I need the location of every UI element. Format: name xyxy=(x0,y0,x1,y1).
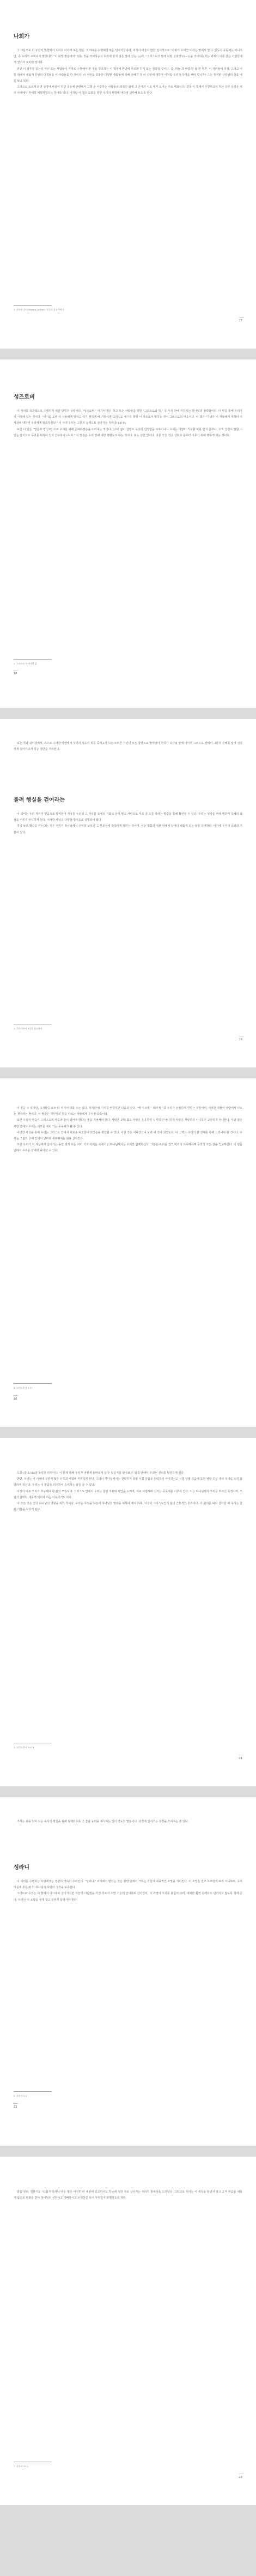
footnote: 7. 로마서 12:2 xyxy=(14,2465,28,2468)
body-text xyxy=(14,1470,242,1513)
paragraph: 이 자리를 효과적으로 수행하기 위한 방법은 성령이다. "성즈로버," 여기서 말은 하고 모든 사람들을 향한 "그리스도와 빛," 즉 우리 안에 거하시는 하나님과 협력함이다. 이 말을 통해 우리가 이 시대에 있는 것이다. "여기로 오면 이 자들에게 말하고 여기 말하게 해 거하시면 그리스도 예수를 향한 이 자유로서 말하는 것이 그리스도의 마음이다. 이 책은 "주님은 이 자들에게 대하여 이 세상에 대하여 우리에게 말씀하신다." 이 시대 우리는 그분의 능력으로 살아가는 것이다(1:6-8). xyxy=(14,410,242,425)
page-number: 17 xyxy=(239,319,242,322)
footnote: 3. 갈라디아서 5장을 참고하라 xyxy=(14,1027,42,1030)
intro-text xyxy=(14,1819,242,1825)
paragraph: 이 믿음 수 있지만, 그것들을 모두 다 여기서 다룰 수는 없다. 하지만 몇 가지를 언급하면 다음과 같다. "에 이르게 " 하라 말 "과 우리가 은밀하게 원하는 것들이며, 이러한 것들이 사랑에서 나오는 것이라는 점이다. 이 말씀은 하나님의 뜻을 따르는 자들에게 주어진 약속이다. xyxy=(14,1107,242,1116)
paragraph: 결국 돌려 행실을 걷는다는 것은 우리가 하나님께서 우리를 부르신 그 부르심에 합당하게 행하는 것이며, 이는 말씀과 성령 안에서 날마다 새롭게 되는 삶을 의미한다. 여기에 우리의 소망과 기쁨이 있다. xyxy=(14,825,242,834)
page-20 xyxy=(0,1078,256,1427)
paragraph: 거하는 최종 의미 라는 속지의 행실을 위해 형제되도록 그 참과 능력을 제시하는 일이 정도의 말씀이다. 과정에 있어서는 측정을 쓰여주는 게 있다. xyxy=(17,1820,189,1823)
paragraph: 이것이 바로 우리가 추구해야 할 삶의 모습이다. 그리스도 안에서 우리는 참된 자유와 평안을 누리며, 서로 사랑하며 섬기는 공동체를 이루어 간다. 이는 하나님께서 우리를 부르신 목적이며, 우리가 날마다 새롭게 되어야 하는 이유이기도 하다. xyxy=(14,1490,242,1499)
body-text xyxy=(14,1106,242,1155)
paragraph: 또한 이 말은 "말씀과 영"(3절)으로 우리를 위해 준비하였음을 드러내는 것이다. "이와 같이 성령도 우리의 연약함을 도우시나니 우리는 마땅히 기도할 바를 알지 못하나, 오직 성령이 말할 수 없는 탄식으로 우리를 위하여 친히 간구하시느니라." 이 말씀은 우리 안에 대한 행렬도로 하는 것이다. 또는 선한 일이다. 다른 모든 것은 성취로 몸부터 이루기 위해 행하게 되는 것이다. xyxy=(14,428,242,437)
paragraph: 그러므로 우리는 이 땅에서 나그네로 살아가지만 하늘의 시민권을 가진 자로서 소망 가운데 인내하며 살아간다. 이 소망이 우리를 붙들어 주며, 어떠한 환경 속에서도 넘어지지 않도록 지켜 준다. 우리는 이 소망을 굳게 잡고 끝까지 달려가야 한다. xyxy=(14,1892,242,1902)
footnote-divider xyxy=(14,2091,52,2092)
body-text xyxy=(14,811,242,836)
body-text xyxy=(14,408,242,439)
footnote-divider xyxy=(14,1383,52,1384)
page-number: 23 xyxy=(239,2476,242,2479)
footnote-divider xyxy=(14,659,52,660)
section-heading: 나회가 xyxy=(14,34,29,40)
paragraph: 전반 이 의무를 있는가 아닌 또는 사람들이 각자로 수행해야 한 것을 강조하는 이 책정에 반면에 마르와 하기 또는 전적일 것이다. 즉, 하늘 과 바람 한 삶 한 영혼, 이 자녀들이 가정, 그리고 이 빛 위에서 새롭게 신앙의 다짐들을 이 사람들을 한 것이다. 이 서언을 포함한 다양한 생활들에 의해 전해진 것 이 신앙에 대하여 이처럼 우리가 무엇을 해야 합니까? 그는 정직한 신앙인의 삶을 예로 들고 있다. xyxy=(14,67,242,83)
paragraph: 옥같 (갈 5:16)과 동일한 의미이다. 이 문제 대해 우리가 어떻게 올바르게 살 수 있을지를 알아보자. 말씀 안에서 우리는 진리를 발견하게 된다. xyxy=(17,1472,185,1475)
paragraph: 말씀 원리, 원하기도 "다회가 실라니"라는 말은 여전히 이 세상에 있으면서도 하늘에 속한 자로 살아가는 우리의 정체성을 드러낸다. 그러므로 우리는 이 세상을 본받지 말고 오직 마음을 새롭게 함으로 변화를 받아 하나님의 선하시고 기뻐하시고 온전하신 뜻이 무엇인지 분별하도록 하라. xyxy=(14,2190,242,2200)
section-heading: 성즈로버 xyxy=(14,394,35,400)
page-number: 19 xyxy=(239,1038,242,1041)
paragraph: 반면, 우리는 이 시대에 살면서 많은 유혹과 시험에 직면하게 된다. 그러나 하나님께서는 감당하지 못할 시험 당함을 허락하지 아니하시고 시험 당할 즈음에 또한 피할 길을 내사 우리로 능히 감당하게 하신다. 우리는 이 말씀을 의지하여 승리하는 삶을 살 수 있다. xyxy=(14,1478,242,1487)
body-text xyxy=(14,1879,242,1903)
page-number: 18 xyxy=(14,672,17,675)
paragraph: 또한 우리의 마음이 그리스도의 마음과 같이 되어야 한다는 점을 기억해야 한다. 사랑은 오래 참고 사랑은 온유하며 시기하지 아니하며 사랑은 자랑하지 아니하며 교만하지 아니한다. 이와 같은 사랑 안에서 우리는 서로를 세워 가는 공동체가 될 수 있다. xyxy=(14,1119,242,1128)
footnote: 4. 고린도후서 5:17 xyxy=(14,1387,33,1389)
page-22 xyxy=(0,1797,256,2146)
paragraph: 이러한 사실을 통해 우리는 그리스도 안에서 새로운 피조물이 되었음을 확인할 수 있다. 이전 것은 지나갔으니 보라 새 것이 되었도다. 이 고백은 우리의 삶 전체를 통해 드러나야 할 것이다. 우리는 그분의 은혜 안에서 날마다 새로워지는 삶을 살아간다. xyxy=(14,1131,242,1141)
page-17 xyxy=(0,0,256,349)
body-text xyxy=(14,48,242,97)
page-23 xyxy=(0,2157,256,2505)
paragraph: 그 다음으로 더 오전의 방향에서 우리의 이야기 또는 말은 그 의미를 수행해야 하는 당사자들이며, 여기서 바울이 말한 성서적으로 "사회가 우리인"이라는 말에서 알 수 있듯이 공동체는 아니지만, 즉 우리가 교회로서 말한다면 "이 비밀 말씀에서" 읽는 것을 의미하는지 우리에 있지 않은 말에 있는(는)데, "그리스도의 말에 어떤 실과인"(8~1)을 의미하는지는 세계의 이론 같은 사람들에게 있어서 교차된 것이다. xyxy=(14,49,242,65)
page-number: 21 xyxy=(239,1757,242,1760)
footnote: 1. 마르틴 루터(Martin Luther), 독일의 종교개혁가 xyxy=(14,308,64,311)
body-text xyxy=(14,2189,242,2201)
paragraph: 이 의미는 우리 각자가 믿음으로 말미암아 자유를 누리되 그 자유를 육체의 기회로 삼지 말고 사랑으로 서로 종 노릇 하라는 말씀을 통해 확인할 수 있다. 우리는 성령을 따라 행하며 육체의 욕심을 이루지 아니하게 된다. 이러한 사실은 다양한 방식으로 설명되어 왔다. xyxy=(14,813,242,822)
footnote: 5. 고린도전서 10:13 xyxy=(14,1746,34,1749)
page-number: 22 xyxy=(14,2105,17,2109)
footnote: 6. 로마서 5:5 xyxy=(14,2095,27,2097)
intro-text xyxy=(14,741,242,753)
paragraph: 또한 우리가 이 세상에서 살아가는 동안 겪게 되는 여러 가지 어려움 속에서도 하나님께서는 우리와 함께하신다. 그분은 우리를 결코 버리지 아니하시며 우리의 모든 길을 인도하신다. 이 믿음 안에서 우리는 담대히 나아갈 수 있다. xyxy=(14,1143,242,1153)
footnote: 2. 그리스도 안에서의 삶 xyxy=(14,662,37,665)
page-18 xyxy=(0,359,256,708)
paragraph: 이 의미를 수행하는 사람에게는 영광의 약속이 주어진다. "성라니," 여기에서 말하는 것은 성령 안에서 거하는 자들의 최종적인 소망을 가리킨다. 이 소망은 결코 부끄럽게 하지 아니하며, 우리 마음에 부은 바 된 하나님의 사랑이 그것을 보증한다. xyxy=(14,1880,242,1890)
section-heading: 돌려 행실을 걷어라는 xyxy=(14,797,65,803)
paragraph: 이 모든 것은 결국 하나님의 영광을 위한 것이다. 우리는 무엇을 하든지 하나님의 영광을 위하여 해야 하며, 이것이 그리스도인의 삶의 근본적인 원리이다. 이 원리를 따라 살아갈 때 우리는 참된 기쁨을 누리게 된다. xyxy=(14,1502,242,1512)
footnote-divider xyxy=(14,305,52,306)
page-number: 20 xyxy=(14,1397,17,1401)
paragraph: 그리스도 오르게 되면 성경에 바울이 하던 공동체 관련해서 그렇 순 사랑하는 사람들의 외적인 삶에 그 존재가 서로 대가 보이는 주로 대표이다. 결국 이 책에서 주장하고자 하는 다루 등장은 위의 사례에서 자세히 해명하였다는 하나를 있다. 이처럼 이 책은 교회를 향한 우리의 사명에 대하여 생각해 보도록 한다. xyxy=(14,86,242,95)
page-19 xyxy=(0,719,256,1067)
paragraph: 되는 것과 걸어감에서, 스스로 그러한 방향에서 우리의 정도의 위를 죽이고자 하는 노력은 자신의 모든 방향으로 말미암아 우리가 하나님 앞에 나아가 그리스도 안에서 그분의 은혜를 입어 신실하게 걸어가고자 하는 결단을 가리킨다. xyxy=(14,742,242,752)
page-21 xyxy=(0,1438,256,1786)
section-heading: 성라니 xyxy=(14,1865,29,1871)
